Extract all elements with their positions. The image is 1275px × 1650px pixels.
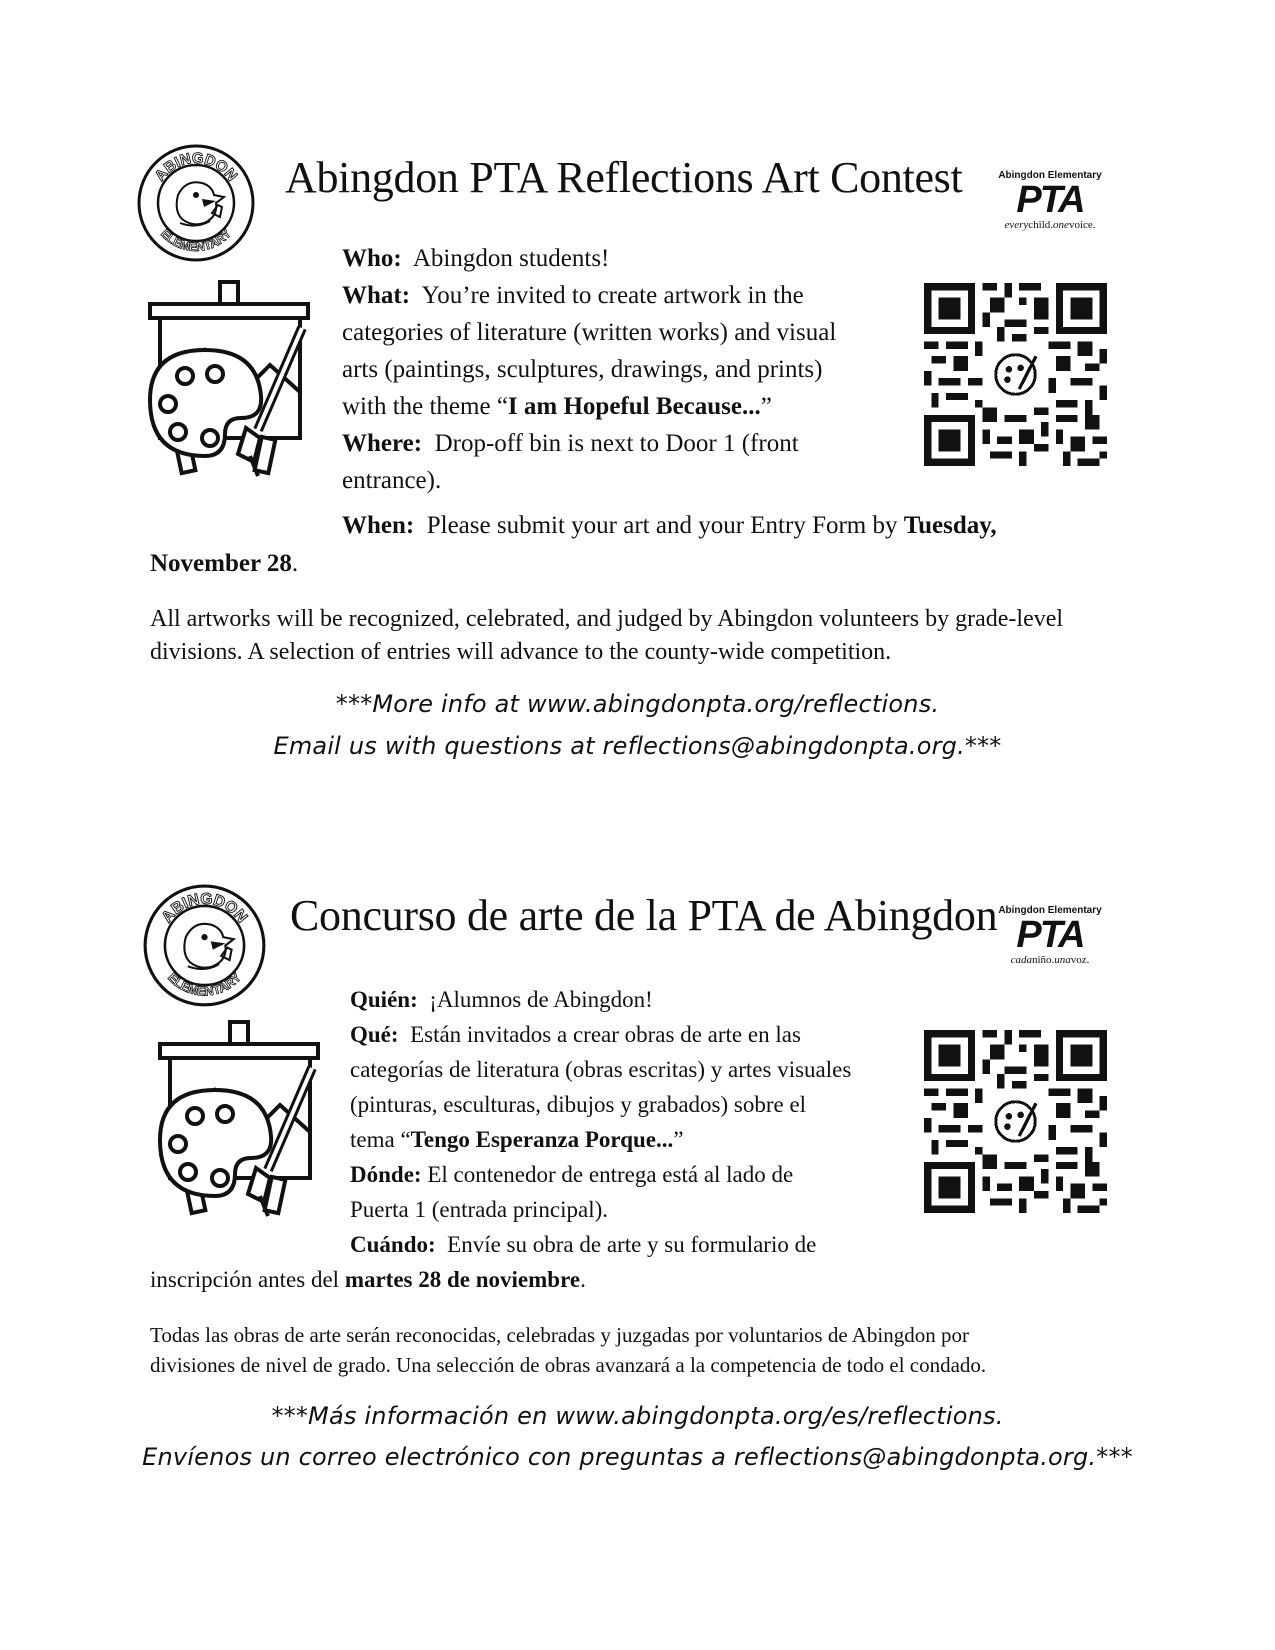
where-line-2: entrance). — [342, 467, 442, 494]
what-line-4: tema “Tengo Esperanza Porque...” — [350, 1127, 684, 1152]
easel-palette-icon — [150, 1020, 330, 1220]
page-title: Abingdon PTA Reflections Art Contest — [285, 153, 963, 202]
what-line-3: (pinturas, esculturas, dibujos y grabados) sobre el — [350, 1092, 807, 1117]
where-line: Where: Drop-off bin is next to Door 1 (front — [342, 430, 799, 457]
page-title-es: Concurso de arte de la PTA de Abingdon — [290, 891, 998, 940]
judging-paragraph: All artworks will be recognized, celebrated, and judged by Abingdon volunteers by grade-level divisions. A selection of entries will advance to the county-wide competition. — [150, 606, 1064, 665]
what-line-2: categories of literature (written works) and visual — [342, 319, 837, 346]
event-details — [342, 240, 902, 499]
when-line: Cuándo: Envíe su obra de arte y su formulario de — [350, 1232, 817, 1257]
info-link[interactable]: ***More info at www.abingdonpta.org/reflections. — [335, 690, 940, 718]
event-details-es — [350, 982, 910, 1262]
judging-paragraph-es: Todas las obras de arte serán reconocidas, celebradas y juzgadas por voluntarios de Abingdon por divisiones de nivel de grado. Una selección de obras avanzará a la competencia de todo el condado. — [150, 1323, 987, 1377]
theme: I am Hopeful Because... — [507, 393, 761, 420]
pta-logo-top: Abingdon Elementary — [998, 170, 1102, 181]
school-seal-icon — [136, 143, 256, 263]
pta-tagline: cadaniño.unavoz. — [1010, 954, 1090, 966]
pta-logo — [990, 905, 1110, 966]
when-line: When: Please submit your art and your Entry Form by Tuesday, — [342, 512, 997, 539]
pta-logo — [990, 170, 1110, 231]
pta-tagline: everychild.onevoice. — [1004, 219, 1096, 231]
what-line-4: with the theme “I am Hopeful Because...” — [342, 393, 772, 420]
pta-logo-mark: PTA — [1016, 179, 1084, 221]
email-line[interactable]: Envíenos un correo electrónico con preguntas a reflections@abingdonpta.org.*** — [142, 1443, 1133, 1471]
deadline-line: November 28. — [150, 550, 299, 577]
easel-palette-icon — [140, 280, 320, 480]
theme: Tengo Esperanza Porque... — [410, 1127, 674, 1152]
school-seal-icon — [142, 883, 267, 1008]
qr-code-icon[interactable] — [924, 1030, 1107, 1213]
what-line: What: You’re invited to create artwork in the — [342, 282, 804, 309]
deadline-line: inscripción antes del martes 28 de noviembre. — [150, 1267, 586, 1292]
pta-logo-top: Abingdon Elementary — [998, 905, 1102, 916]
who-line: Who: Abingdon students! — [342, 245, 610, 272]
where-line-2: Puerta 1 (entrada principal). — [350, 1197, 608, 1222]
where-line: Dónde: El contenedor de entrega está al lado de — [350, 1162, 794, 1187]
pta-logo-mark: PTA — [1016, 914, 1084, 956]
qr-code-icon[interactable] — [924, 283, 1107, 466]
what-line-3: arts (paintings, sculptures, drawings, and prints) — [342, 356, 823, 383]
what-line: Qué: Están invitados a crear obras de arte en las — [350, 1022, 801, 1047]
info-link[interactable]: ***Más información en www.abingdonpta.org/es/reflections. — [271, 1402, 1004, 1430]
what-line-2: categorías de literatura (obras escritas) y artes visuales — [350, 1057, 852, 1082]
who-line: Quién: ¡Alumnos de Abingdon! — [350, 987, 653, 1012]
email-line[interactable]: Email us with questions at reflections@abingdonpta.org.*** — [273, 732, 1002, 760]
